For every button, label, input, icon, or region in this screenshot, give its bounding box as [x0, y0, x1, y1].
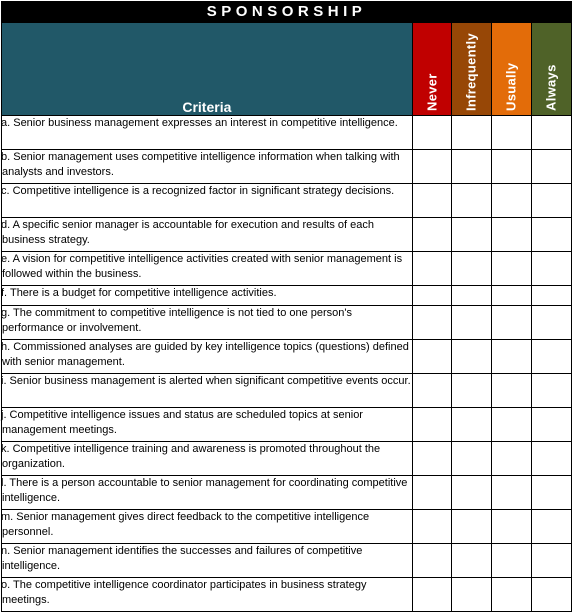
never-checkbox-cell[interactable] — [412, 116, 451, 150]
table-row — [2, 510, 572, 544]
never-checkbox-cell[interactable] — [412, 442, 451, 476]
table-row — [2, 476, 572, 510]
table-row — [2, 544, 572, 578]
criterion-label: l. There is a person accountable to senior management for coordinating competitive intelligence. — [1, 477, 408, 504]
criterion-label: j. Competitive intelligence issues and status are scheduled topics at senior management meetings. — [1, 409, 363, 436]
criterion-text — [2, 340, 413, 374]
always-checkbox-cell[interactable] — [531, 286, 571, 306]
criterion-text — [2, 476, 413, 510]
usually-checkbox-cell[interactable] — [491, 306, 531, 340]
infrequently-checkbox-cell[interactable] — [451, 408, 491, 442]
infrequently-checkbox-cell[interactable] — [451, 286, 491, 306]
criterion-label: g. The commitment to competitive intelligence is not tied to one person's performance or involvement. — [1, 307, 353, 334]
criteria-rows — [2, 116, 572, 612]
criterion-label: f. There is a budget for competitive intelligence activities. — [1, 287, 277, 299]
infrequently-checkbox-cell[interactable] — [451, 184, 491, 218]
usually-checkbox-cell[interactable] — [491, 544, 531, 578]
table-row — [2, 286, 572, 306]
table-row — [2, 116, 572, 150]
criterion-text — [2, 116, 413, 150]
criterion-text — [2, 544, 413, 578]
never-checkbox-cell[interactable] — [412, 374, 451, 408]
criterion-label: h. Commissioned analyses are guided by key intelligence topics (questions) defined with senior management. — [1, 341, 409, 368]
infrequently-checkbox-cell[interactable] — [451, 306, 491, 340]
usually-header — [491, 23, 531, 116]
criterion-text — [2, 252, 413, 286]
infrequently-checkbox-cell[interactable] — [451, 218, 491, 252]
section-title: SPONSORSHIP — [1, 1, 572, 23]
header-row — [2, 23, 572, 116]
criterion-label: b. Senior management uses competitive intelligence information when talking with analysts and investors. — [1, 151, 400, 178]
always-checkbox-cell[interactable] — [531, 578, 571, 612]
infrequently-checkbox-cell[interactable] — [451, 116, 491, 150]
table-row — [2, 252, 572, 286]
never-checkbox-cell[interactable] — [412, 408, 451, 442]
table-row — [2, 150, 572, 184]
table-row — [2, 340, 572, 374]
infrequently-label: Infrequently — [463, 33, 479, 111]
always-checkbox-cell[interactable] — [531, 544, 571, 578]
criterion-label: n. Senior management identifies the successes and failures of competitive intelligence. — [1, 545, 363, 572]
infrequently-checkbox-cell[interactable] — [451, 374, 491, 408]
usually-checkbox-cell[interactable] — [491, 286, 531, 306]
infrequently-checkbox-cell[interactable] — [451, 150, 491, 184]
never-checkbox-cell[interactable] — [412, 544, 451, 578]
table-row — [2, 184, 572, 218]
usually-checkbox-cell[interactable] — [491, 150, 531, 184]
always-checkbox-cell[interactable] — [531, 408, 571, 442]
never-header — [412, 23, 451, 116]
table-row — [2, 374, 572, 408]
usually-checkbox-cell[interactable] — [491, 340, 531, 374]
criterion-label: e. A vision for competitive intelligence activities created with senior management is followed within the business. — [1, 253, 403, 280]
always-label: Always — [543, 64, 559, 111]
criterion-text — [2, 578, 413, 612]
criterion-label: k. Competitive intelligence training and awareness is promoted throughout the organization. — [1, 443, 381, 470]
criterion-text — [2, 184, 413, 218]
criterion-label: d. A specific senior manager is accountable for execution and results of each business strategy. — [1, 219, 374, 246]
usually-checkbox-cell[interactable] — [491, 578, 531, 612]
always-checkbox-cell[interactable] — [531, 306, 571, 340]
criterion-text — [2, 374, 413, 408]
always-header — [531, 23, 571, 116]
infrequently-checkbox-cell[interactable] — [451, 442, 491, 476]
infrequently-checkbox-cell[interactable] — [451, 578, 491, 612]
infrequently-checkbox-cell[interactable] — [451, 476, 491, 510]
criterion-text — [2, 306, 413, 340]
usually-checkbox-cell[interactable] — [491, 116, 531, 150]
never-checkbox-cell[interactable] — [412, 252, 451, 286]
usually-checkbox-cell[interactable] — [491, 184, 531, 218]
criteria-table — [1, 22, 572, 612]
criterion-label: c. Competitive intelligence is a recognized factor in significant strategy decisions. — [1, 185, 395, 197]
table-row — [2, 218, 572, 252]
always-checkbox-cell[interactable] — [531, 218, 571, 252]
always-checkbox-cell[interactable] — [531, 442, 571, 476]
usually-label: Usually — [503, 62, 519, 111]
never-checkbox-cell[interactable] — [412, 306, 451, 340]
table-row — [2, 408, 572, 442]
criterion-label: o. The competitive intelligence coordinator participates in business strategy meetings. — [1, 579, 367, 606]
table-row — [2, 306, 572, 340]
never-checkbox-cell[interactable] — [412, 150, 451, 184]
always-checkbox-cell[interactable] — [531, 340, 571, 374]
criterion-text — [2, 510, 413, 544]
sponsorship-worksheet — [1, 1, 572, 613]
usually-checkbox-cell[interactable] — [491, 408, 531, 442]
never-checkbox-cell[interactable] — [412, 476, 451, 510]
usually-checkbox-cell[interactable] — [491, 510, 531, 544]
never-checkbox-cell[interactable] — [412, 184, 451, 218]
table-row — [2, 578, 572, 612]
never-label: Never — [424, 73, 440, 111]
always-checkbox-cell[interactable] — [531, 510, 571, 544]
criterion-text — [2, 408, 413, 442]
infrequently-checkbox-cell[interactable] — [451, 544, 491, 578]
never-checkbox-cell[interactable] — [412, 286, 451, 306]
usually-checkbox-cell[interactable] — [491, 476, 531, 510]
infrequently-checkbox-cell[interactable] — [451, 340, 491, 374]
usually-checkbox-cell[interactable] — [491, 374, 531, 408]
criterion-text — [2, 150, 413, 184]
criterion-label: i. Senior business management is alerted when significant competitive events occur. — [1, 375, 411, 387]
always-checkbox-cell[interactable] — [531, 184, 571, 218]
always-checkbox-cell[interactable] — [531, 116, 571, 150]
usually-checkbox-cell[interactable] — [491, 442, 531, 476]
usually-checkbox-cell[interactable] — [491, 218, 531, 252]
criterion-label: m. Senior management gives direct feedback to the competitive intelligence personnel. — [1, 511, 370, 538]
always-checkbox-cell[interactable] — [531, 476, 571, 510]
criterion-text — [2, 218, 413, 252]
never-checkbox-cell[interactable] — [412, 340, 451, 374]
usually-checkbox-cell[interactable] — [491, 252, 531, 286]
criterion-text — [2, 286, 413, 306]
always-checkbox-cell[interactable] — [531, 252, 571, 286]
always-checkbox-cell[interactable] — [531, 150, 571, 184]
criteria-header: Criteria — [2, 23, 413, 116]
infrequently-checkbox-cell[interactable] — [451, 510, 491, 544]
criterion-label: a. Senior business management expresses an interest in competitive intelligence. — [1, 117, 398, 129]
infrequently-header — [451, 23, 491, 116]
always-checkbox-cell[interactable] — [531, 374, 571, 408]
criterion-text — [2, 442, 413, 476]
never-checkbox-cell[interactable] — [412, 578, 451, 612]
table-row — [2, 442, 572, 476]
infrequently-checkbox-cell[interactable] — [451, 252, 491, 286]
never-checkbox-cell[interactable] — [412, 218, 451, 252]
never-checkbox-cell[interactable] — [412, 510, 451, 544]
